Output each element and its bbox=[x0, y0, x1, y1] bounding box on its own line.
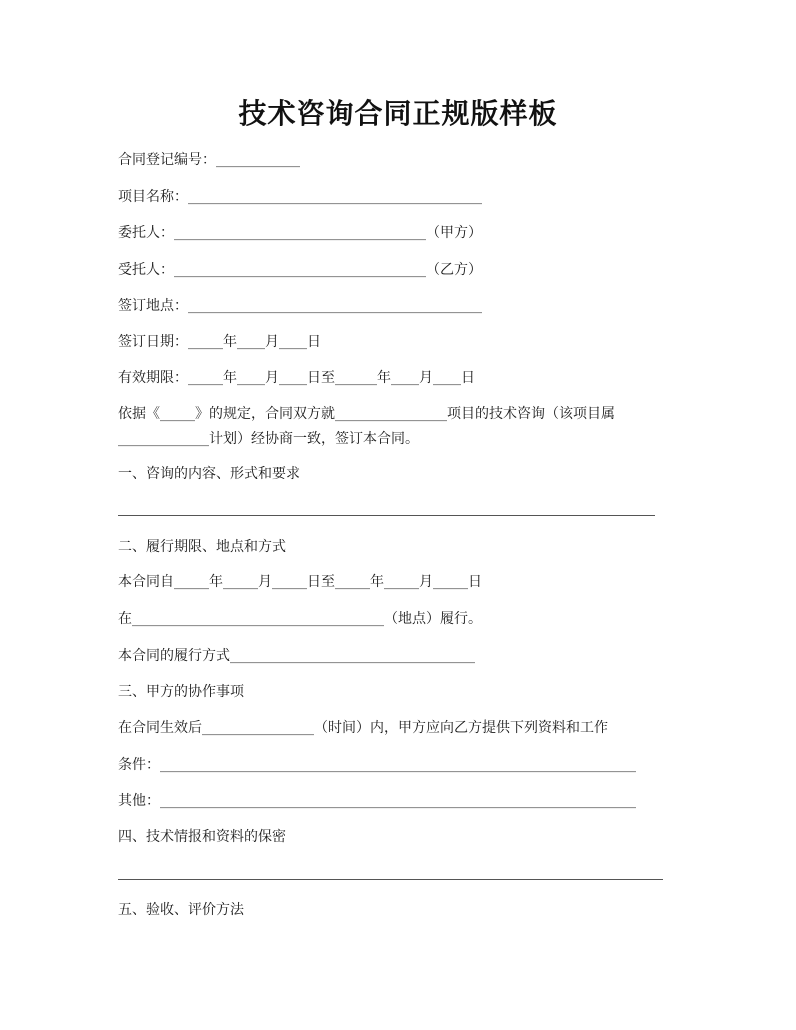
section-heading-performance: 二、履行期限、地点和方式 bbox=[118, 539, 286, 555]
performance-method-line: 本合同的履行方式___________________________________ bbox=[118, 648, 475, 664]
validity-period-line: 有效期限：_____年____月____日至______年____月____日 bbox=[118, 370, 475, 386]
section-heading-confidentiality: 四、技术情报和资料的保密 bbox=[118, 829, 286, 845]
section-heading-party-a-cooperation: 三、甲方的协作事项 bbox=[118, 684, 244, 700]
blank-answer-rule-1 bbox=[118, 515, 655, 516]
cooperation-time-line: 在合同生效后________________（时间）内，甲方应向乙方提供下列资料和工作 bbox=[118, 720, 608, 736]
basis-paragraph-line-2: _____________计划）经协商一致，签订本合同。 bbox=[118, 431, 419, 447]
section-heading-acceptance: 五、验收、评价方法 bbox=[118, 902, 244, 918]
others-line: 其他：____________________________________________________________________ bbox=[118, 793, 636, 809]
basis-paragraph-line-1: 依据《_____》的规定，合同双方就________________项目的技术咨询（该项目属 bbox=[118, 406, 615, 422]
conditions-line: 条件：____________________________________________________________________ bbox=[118, 757, 636, 773]
blank-answer-rule-2 bbox=[118, 879, 663, 880]
contract-registration-number: 合同登记编号：____________ bbox=[118, 152, 300, 168]
document-title: 技术咨询合同正规版样板 bbox=[238, 97, 558, 130]
performance-place-line: 在____________________________________（地点）履行。 bbox=[118, 611, 482, 627]
project-name-line: 项目名称：__________________________________________ bbox=[118, 189, 482, 205]
consultant-line: 受托人：____________________________________（乙方） bbox=[118, 262, 482, 278]
performance-period-line: 本合同自_____年_____月_____日至_____年_____月_____日 bbox=[118, 574, 482, 590]
client-line: 委托人：____________________________________（甲方） bbox=[118, 225, 482, 241]
section-heading-consulting-content: 一、咨询的内容、形式和要求 bbox=[118, 466, 300, 482]
signing-place-line: 签订地点：__________________________________________ bbox=[118, 298, 482, 314]
signing-date-line: 签订日期：_____年____月____日 bbox=[118, 334, 321, 350]
